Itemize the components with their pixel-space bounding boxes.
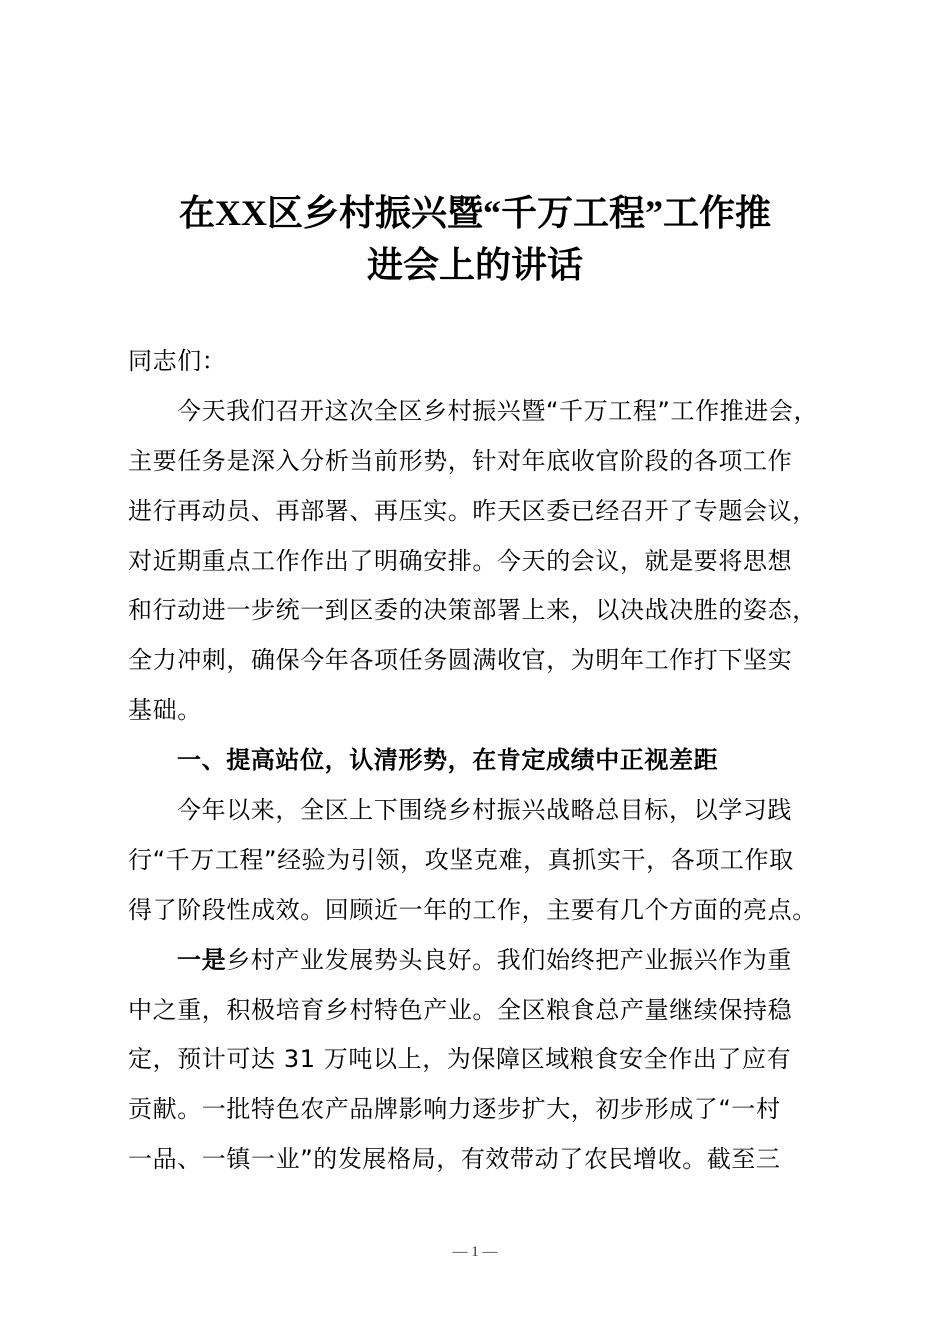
text-line: 定，预计可达 31 万吨以上，为保障区域粮食安全作出了应有 — [128, 1045, 792, 1074]
text-line: 得了阶段性成效。回顾近一年的工作，主要有几个方面的亮点。 — [128, 895, 817, 924]
paragraph-intro — [128, 387, 848, 736]
title-line-1: 在XX区乡村振兴暨“千万工程”工作推 — [179, 193, 771, 233]
text-line: 和行动进一步统一到区委的决策部署上来，以决战决胜的姿态， — [128, 596, 817, 625]
text-line: 中之重，积极培育乡村特色产业。全区粮食总产量继续保持稳 — [128, 995, 793, 1024]
text-line: 对近期重点工作作出了明确安排。今天的会议，就是要将思想 — [128, 546, 793, 575]
bold-lead: 一是 — [177, 945, 227, 974]
title-line-2: 进会上的讲话 — [366, 245, 583, 285]
text-line: 贡献。一批特色农产品牌影响力逐步扩大，初步形成了“一村 — [128, 1095, 781, 1124]
text-span: 乡村产业发展势头良好。我们始终把产业振兴作为重 — [226, 945, 793, 974]
text-line: 基础。 — [128, 696, 202, 725]
paragraph-industry — [128, 936, 848, 1185]
page-number: — 1 — — [452, 1244, 498, 1260]
text-line: 主要任务是深入分析当前形势，针对年底收官阶段的各项工作 — [128, 446, 793, 475]
greeting: 同志们： — [128, 347, 227, 375]
text-line: 进行再动员、再部署、再压实。昨天区委已经召开了专题会议， — [128, 496, 817, 525]
text-line: 今天我们召开这次全区乡村振兴暨“千万工程”工作推进会， — [177, 396, 819, 425]
text-line: 全力冲刺，确保今年各项任务圆满收官，为明年工作打下坚实 — [128, 646, 793, 675]
text-line — [128, 936, 848, 986]
document-body — [128, 337, 848, 1185]
document-title — [0, 187, 950, 291]
text-line: 今年以来，全区上下围绕乡村振兴战略总目标，以学习践 — [177, 796, 792, 825]
paragraph-review — [128, 786, 848, 936]
section-heading: 一、提高站位，认清形势，在肯定成绩中正视差距 — [177, 746, 719, 775]
text-line: 一品、一镇一业”的发展格局，有效带动了农民增收。截至三 — [128, 1145, 781, 1174]
text-line: 行“千万工程”经验为引领，攻坚克难，真抓实干，各项工作取 — [128, 845, 794, 874]
